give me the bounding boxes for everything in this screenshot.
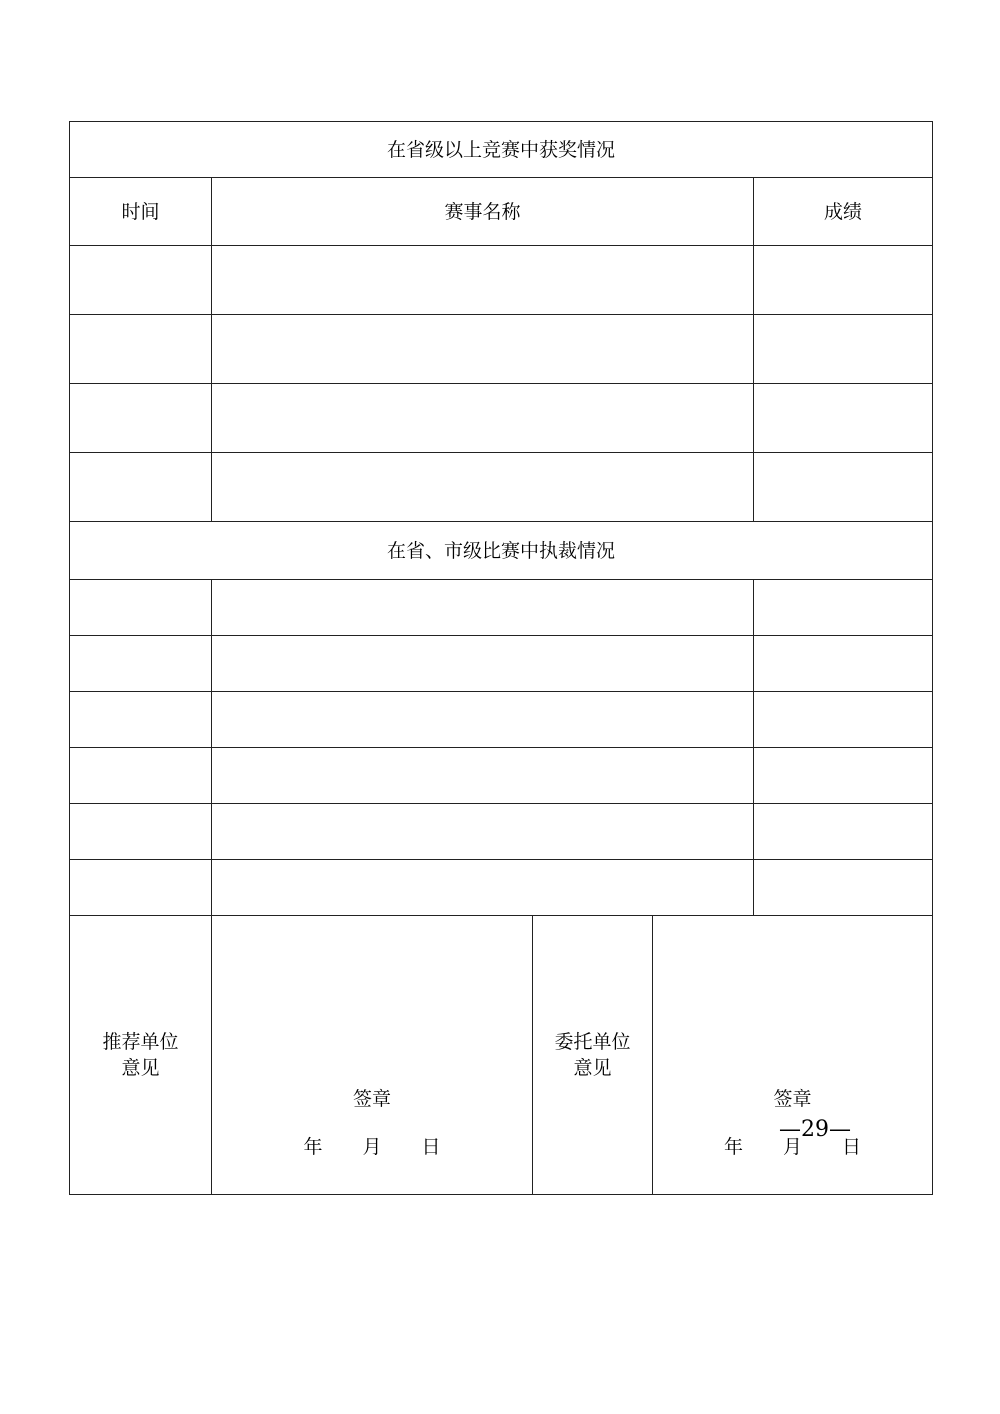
award-result-cell[interactable]: [754, 453, 933, 522]
award-event-cell[interactable]: [212, 246, 754, 315]
date-month-label: 月: [783, 1136, 803, 1158]
entrusting-unit-opinion-cell[interactable]: [653, 916, 933, 1195]
judging-row: [70, 580, 933, 636]
award-event-cell[interactable]: [212, 384, 754, 453]
page-number: —29—: [779, 1117, 851, 1142]
award-row: [70, 453, 933, 522]
judging-event-cell[interactable]: [212, 804, 754, 860]
award-result-cell[interactable]: [754, 246, 933, 315]
judging-event-cell[interactable]: [212, 692, 754, 748]
entrusting-unit-label-line2: 意见: [573, 1057, 612, 1079]
column-header-event-name: 赛事名称: [212, 178, 754, 246]
judging-event-cell[interactable]: [212, 580, 754, 636]
judging-row: [70, 636, 933, 692]
entrusting-unit-seal-label: 签章: [773, 1088, 812, 1110]
judging-result-cell[interactable]: [754, 580, 933, 636]
judging-row: [70, 860, 933, 916]
awards-section-title: 在省级以上竞赛中获奖情况: [70, 122, 933, 178]
judging-row: [70, 692, 933, 748]
judging-row: [70, 748, 933, 804]
recommending-unit-label: [96, 1029, 186, 1081]
award-event-cell[interactable]: [212, 453, 754, 522]
column-header-result: 成绩: [754, 178, 933, 246]
recommending-unit-seal-label: 签章: [352, 1088, 391, 1110]
application-form-table: [69, 121, 933, 1195]
recommending-unit-opinion-cell[interactable]: [212, 916, 533, 1195]
recommending-unit-date-line: [212, 1134, 532, 1160]
judging-event-cell[interactable]: [212, 748, 754, 804]
recommending-unit-label-line2: 意见: [121, 1057, 160, 1079]
date-year-label: 年: [723, 1136, 743, 1158]
recommending-unit-label-line1: 推荐单位: [102, 1031, 179, 1053]
award-time-cell[interactable]: [70, 246, 212, 315]
judging-time-cell[interactable]: [70, 804, 212, 860]
award-event-cell[interactable]: [212, 315, 754, 384]
judging-section-title: 在省、市级比赛中执裁情况: [70, 522, 933, 580]
judging-row: [70, 804, 933, 860]
judging-result-cell[interactable]: [754, 748, 933, 804]
judging-result-cell[interactable]: [754, 692, 933, 748]
judging-time-cell[interactable]: [70, 748, 212, 804]
judging-event-cell[interactable]: [212, 636, 754, 692]
entrusting-unit-label: [548, 1029, 638, 1081]
date-day-label: 日: [421, 1136, 441, 1158]
award-result-cell[interactable]: [754, 315, 933, 384]
judging-time-cell[interactable]: [70, 860, 212, 916]
award-row: [70, 315, 933, 384]
judging-result-cell[interactable]: [754, 804, 933, 860]
recommending-unit-signature-block: [212, 1086, 532, 1160]
judging-time-cell[interactable]: [70, 636, 212, 692]
award-row: [70, 246, 933, 315]
date-month-label: 月: [362, 1136, 382, 1158]
entrusting-unit-label-line1: 委托单位: [554, 1031, 631, 1053]
date-day-label: 日: [842, 1136, 862, 1158]
entrusting-unit-label-cell: [533, 916, 653, 1195]
award-time-cell[interactable]: [70, 315, 212, 384]
judging-result-cell[interactable]: [754, 860, 933, 916]
award-time-cell[interactable]: [70, 453, 212, 522]
judging-event-cell[interactable]: [212, 860, 754, 916]
judging-time-cell[interactable]: [70, 692, 212, 748]
award-row: [70, 384, 933, 453]
judging-time-cell[interactable]: [70, 580, 212, 636]
recommending-unit-label-cell: [70, 916, 212, 1195]
column-header-time: 时间: [70, 178, 212, 246]
date-year-label: 年: [303, 1136, 323, 1158]
award-result-cell[interactable]: [754, 384, 933, 453]
award-time-cell[interactable]: [70, 384, 212, 453]
judging-result-cell[interactable]: [754, 636, 933, 692]
